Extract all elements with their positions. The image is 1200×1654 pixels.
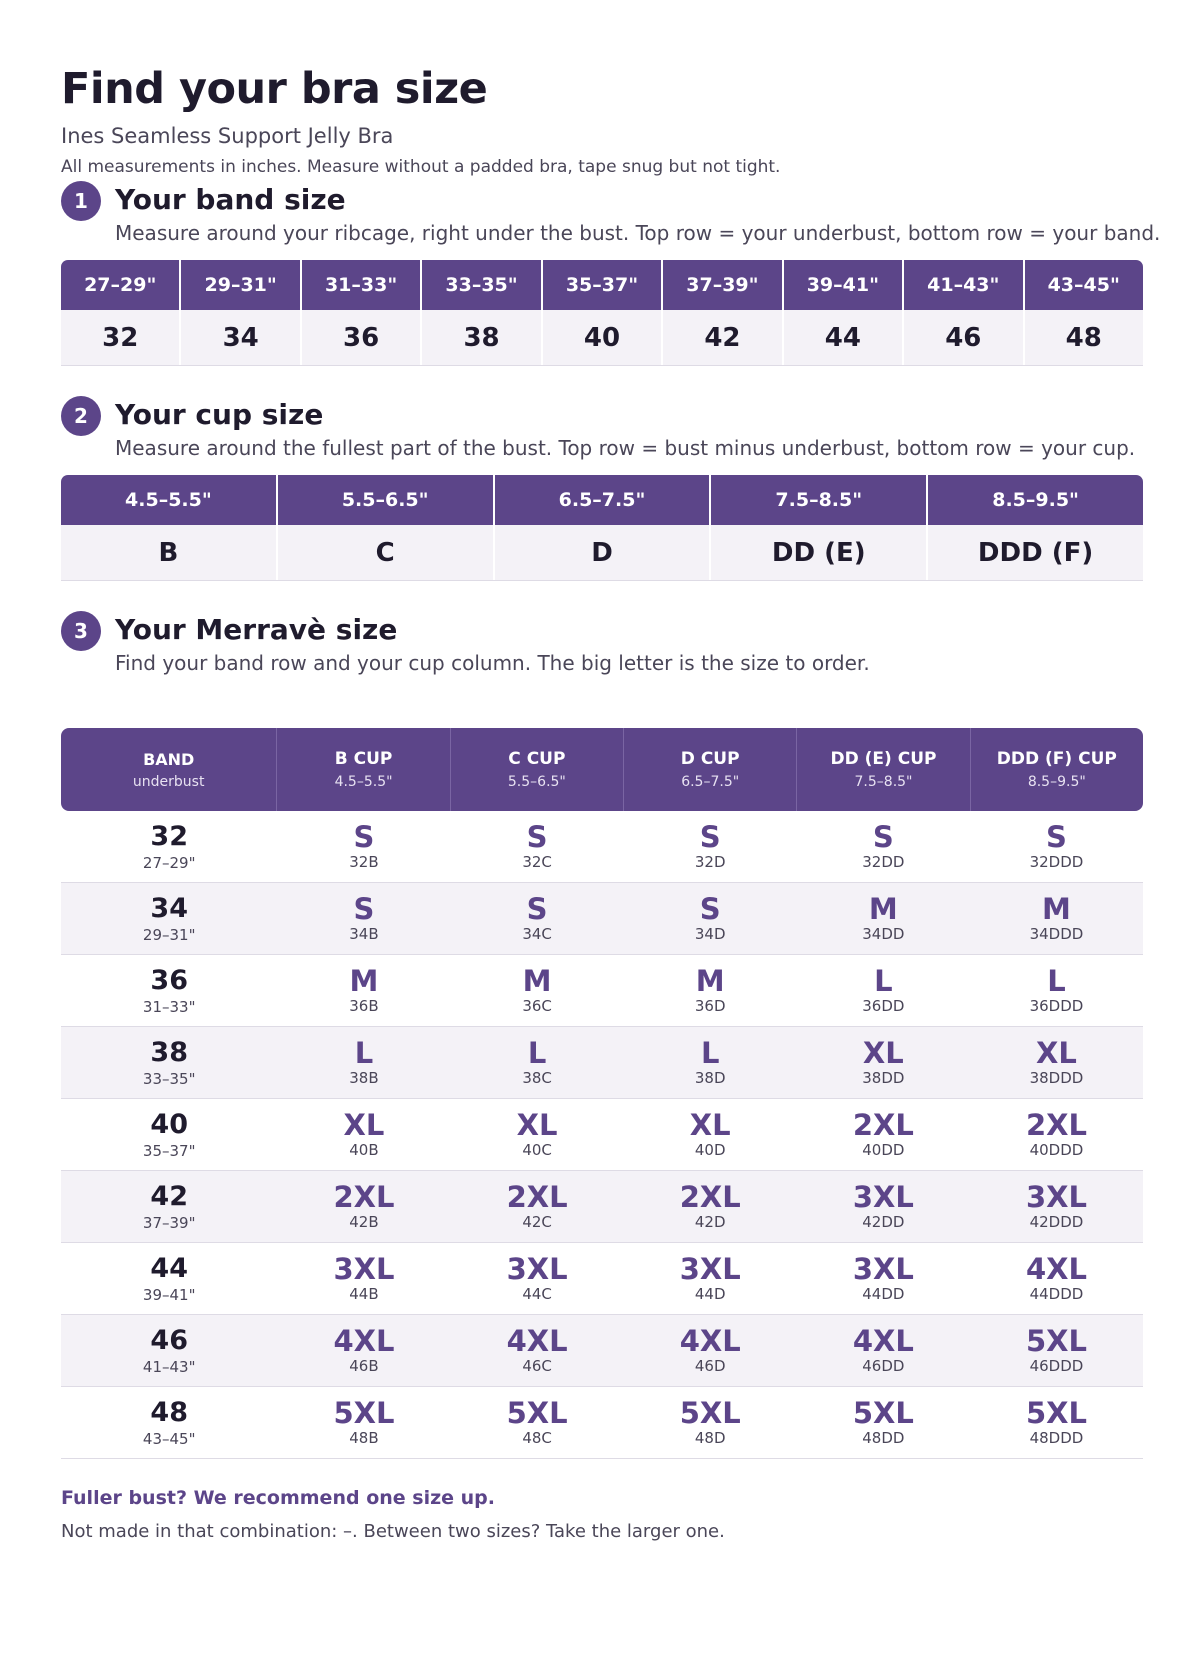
size-letter: XL	[1036, 1035, 1077, 1070]
cup-difference-range: 4.5–5.5"	[61, 475, 278, 525]
size-cell	[277, 1243, 450, 1314]
cup-column-range: 7.5–8.5"	[854, 774, 913, 790]
table-row	[61, 1099, 1143, 1171]
size-cell	[277, 811, 450, 882]
table-row	[61, 1315, 1143, 1387]
band-value: 38	[422, 310, 542, 365]
band-range: 39–41"	[142, 1286, 196, 1304]
size-code: 38B	[349, 1069, 379, 1088]
band-cell	[61, 1099, 277, 1170]
size-letter: 5XL	[333, 1395, 395, 1430]
cup-column-label: C CUP	[508, 749, 566, 769]
size-letter: 4XL	[1025, 1251, 1087, 1286]
size-letter: 4XL	[852, 1323, 914, 1358]
band-cell	[61, 883, 277, 954]
step-2-desc: Measure around the fullest part of the bust. Top row = bust minus underbust, bottom row = your cup.	[115, 436, 1136, 460]
size-letter: M	[1042, 891, 1071, 926]
band-value: 34	[181, 310, 301, 365]
size-cell	[970, 811, 1143, 882]
band-number: 44	[150, 1253, 188, 1284]
underbust-range: 35–37"	[543, 260, 663, 310]
size-cell	[797, 1315, 970, 1386]
size-cell	[970, 955, 1143, 1026]
size-cell	[970, 1243, 1143, 1314]
size-cell	[451, 1099, 624, 1170]
band-value: 44	[784, 310, 904, 365]
size-cell	[624, 1315, 797, 1386]
size-cell	[624, 811, 797, 882]
size-letter: L	[527, 1035, 547, 1070]
size-code: 32DD	[862, 853, 905, 872]
size-cell	[451, 1027, 624, 1098]
step-3-title: Your Merravè size	[115, 613, 398, 646]
band-range: 27–29"	[142, 854, 196, 872]
cup-column-header	[624, 728, 797, 811]
band-range: 35–37"	[142, 1142, 196, 1160]
size-code: 48DDD	[1029, 1429, 1084, 1448]
size-letter: L	[874, 963, 893, 998]
size-code: 34B	[349, 925, 379, 944]
size-letter: M	[349, 963, 379, 998]
step-1-badge: 1	[61, 181, 101, 221]
size-cell	[624, 1243, 797, 1314]
size-cell	[970, 1387, 1143, 1458]
measurement-note: All measurements in inches. Measure without a padded bra, tape snug but not tight.	[61, 157, 781, 177]
cup-column-header	[451, 728, 624, 811]
band-range: 37–39"	[142, 1214, 196, 1232]
cup-column-label: B CUP	[334, 749, 393, 769]
size-letter: 4XL	[506, 1323, 568, 1358]
underbust-range: 43–45"	[1047, 274, 1120, 296]
size-cell	[624, 1171, 797, 1242]
size-code: 34D	[694, 925, 726, 944]
size-letter: S	[699, 819, 721, 854]
size-cell	[451, 1387, 624, 1458]
size-code: 48C	[522, 1429, 552, 1448]
size-cell	[970, 1099, 1143, 1170]
cup-column-range: 4.5–5.5"	[334, 774, 393, 790]
size-code: 36D	[694, 997, 726, 1016]
size-cell	[451, 1171, 624, 1242]
size-letter: 2XL	[1025, 1107, 1087, 1142]
size-code: 42B	[349, 1213, 379, 1232]
cup-value: C	[278, 525, 495, 580]
size-code: 42D	[694, 1213, 726, 1232]
size-grid	[61, 728, 1143, 1459]
size-code: 46DD	[862, 1357, 905, 1376]
size-code: 46C	[522, 1357, 552, 1376]
cup-column-header	[797, 728, 970, 811]
band-size-table	[61, 260, 1143, 366]
cup-value: DD (E)	[711, 525, 928, 580]
size-grid-header	[61, 728, 1143, 811]
band-number: 38	[150, 1037, 188, 1068]
size-cell	[624, 955, 797, 1026]
cup-column-label: DD (E) CUP	[830, 749, 937, 769]
size-code: 38DDD	[1029, 1069, 1084, 1088]
size-code: 38D	[694, 1069, 726, 1088]
size-code: 34DDD	[1029, 925, 1084, 944]
size-letter: 2XL	[679, 1179, 741, 1214]
band-header-sub: underbust	[132, 773, 205, 790]
cup-column-range: 5.5–6.5"	[507, 774, 566, 790]
size-code: 48B	[349, 1429, 379, 1448]
table-row	[61, 1243, 1143, 1315]
size-letter: 3XL	[852, 1251, 914, 1286]
size-letter: 4XL	[333, 1323, 395, 1358]
size-letter: XL	[689, 1107, 731, 1142]
underbust-range: 41–43"	[904, 260, 1024, 310]
size-code: 42DDD	[1029, 1213, 1084, 1232]
size-cell	[970, 1027, 1143, 1098]
step-3-badge: 3	[61, 611, 101, 651]
size-letter: 3XL	[679, 1251, 741, 1286]
band-number: 34	[150, 893, 188, 924]
underbust-range: 33–35"	[422, 260, 542, 310]
cup-column-header	[277, 728, 450, 811]
step-2-badge: 2	[61, 396, 101, 436]
band-cell	[61, 1027, 277, 1098]
underbust-range: 31–33"	[302, 260, 422, 310]
size-letter: M	[695, 963, 725, 998]
band-value: 48	[1065, 322, 1102, 353]
size-code: 44DDD	[1029, 1285, 1084, 1304]
size-letter: S	[526, 819, 548, 854]
size-letter: 3XL	[506, 1251, 568, 1286]
band-range: 43–45"	[142, 1430, 196, 1448]
step-1-desc: Measure around your ribcage, right under the bust. Top row = your underbust, bottom row = your band.	[115, 221, 1161, 245]
size-code: 36DD	[862, 997, 905, 1016]
size-code: 32DDD	[1029, 853, 1084, 872]
band-header-label: BAND	[143, 749, 195, 769]
size-cell	[970, 1315, 1143, 1386]
band-range: 31–33"	[142, 998, 196, 1016]
table-row	[61, 1387, 1143, 1459]
size-code: 48DD	[862, 1429, 905, 1448]
size-code: 38C	[522, 1069, 552, 1088]
band-cell	[61, 811, 277, 882]
size-letter: M	[522, 963, 552, 998]
size-cell	[277, 1099, 450, 1170]
size-cell	[277, 1387, 450, 1458]
size-cell	[797, 883, 970, 954]
step-2-title: Your cup size	[115, 398, 324, 431]
band-number: 32	[150, 821, 188, 852]
size-letter: XL	[862, 1035, 904, 1070]
size-letter: 3XL	[1025, 1179, 1087, 1214]
size-letter: 2XL	[333, 1179, 395, 1214]
size-cell	[797, 955, 970, 1026]
size-cell	[277, 1027, 450, 1098]
size-letter: 2XL	[506, 1179, 568, 1214]
cup-value: D	[495, 525, 712, 580]
band-number: 40	[150, 1109, 188, 1140]
size-code: 42C	[522, 1213, 552, 1232]
size-letter: 5XL	[506, 1395, 568, 1430]
cup-column-label: DDD (F) CUP	[996, 749, 1117, 769]
cup-size-table	[61, 475, 1143, 581]
band-range: 33–35"	[142, 1070, 196, 1088]
size-code: 40DDD	[1029, 1141, 1084, 1160]
size-code: 38DD	[862, 1069, 905, 1088]
size-code: 44B	[349, 1285, 379, 1304]
size-cell	[970, 883, 1143, 954]
size-cell	[277, 883, 450, 954]
cup-value: B	[61, 525, 278, 580]
cup-difference-range: 8.5–9.5"	[992, 489, 1079, 511]
size-code: 34C	[522, 925, 552, 944]
size-letter: 5XL	[1025, 1323, 1087, 1358]
size-letter: 5XL	[679, 1395, 741, 1430]
band-column-header	[61, 728, 277, 811]
size-cell	[624, 1387, 797, 1458]
band-range: 29–31"	[142, 926, 196, 944]
cup-difference-range: 7.5–8.5"	[711, 475, 928, 525]
cup-column-label: D CUP	[680, 749, 740, 769]
size-letter: L	[700, 1035, 720, 1070]
size-cell	[624, 883, 797, 954]
table-row	[61, 1027, 1143, 1099]
band-number: 46	[150, 1325, 188, 1356]
underbust-range: 37–39"	[663, 260, 783, 310]
size-letter: 3XL	[852, 1179, 914, 1214]
underbust-range: 27–29"	[61, 260, 181, 310]
product-subtitle: Ines Seamless Support Jelly Bra	[61, 124, 394, 148]
size-letter: 5XL	[1025, 1395, 1087, 1430]
table-row	[61, 1171, 1143, 1243]
size-letter: S	[872, 819, 894, 854]
size-code: 40B	[349, 1141, 379, 1160]
cup-column-range: 8.5–9.5"	[1027, 774, 1086, 790]
band-range: 41–43"	[142, 1358, 196, 1376]
size-code: 36B	[349, 997, 379, 1016]
size-cell	[451, 1243, 624, 1314]
size-code: 32B	[349, 853, 379, 872]
size-cell	[797, 1243, 970, 1314]
size-cell	[624, 1099, 797, 1170]
size-code: 36C	[522, 997, 552, 1016]
size-letter: L	[354, 1035, 374, 1070]
size-cell	[797, 1027, 970, 1098]
size-cell	[797, 811, 970, 882]
band-value: 32	[61, 310, 181, 365]
size-code: 40D	[694, 1141, 726, 1160]
size-letter: M	[868, 891, 898, 926]
cup-value: DDD (F)	[977, 537, 1094, 568]
size-cell	[277, 1315, 450, 1386]
size-letter: 3XL	[333, 1251, 395, 1286]
band-cell	[61, 1171, 277, 1242]
size-code: 44D	[694, 1285, 726, 1304]
size-letter: S	[699, 891, 721, 926]
size-letter: XL	[343, 1107, 385, 1142]
size-cell	[797, 1387, 970, 1458]
size-letter: 4XL	[679, 1323, 741, 1358]
size-code: 46DDD	[1029, 1357, 1084, 1376]
size-code: 46B	[349, 1357, 379, 1376]
size-code: 44DD	[862, 1285, 905, 1304]
size-code: 42DD	[862, 1213, 905, 1232]
band-number: 48	[150, 1397, 188, 1428]
size-code: 32C	[522, 853, 552, 872]
cup-column-header	[971, 728, 1143, 811]
size-cell	[277, 1171, 450, 1242]
cup-column-range: 6.5–7.5"	[681, 774, 740, 790]
size-letter: 2XL	[852, 1107, 914, 1142]
size-code: 36DDD	[1029, 997, 1084, 1016]
size-code: 46D	[694, 1357, 726, 1376]
band-value: 46	[904, 310, 1024, 365]
band-cell	[61, 1243, 277, 1314]
size-cell	[797, 1171, 970, 1242]
size-code: 40DD	[862, 1141, 905, 1160]
size-code: 44C	[522, 1285, 552, 1304]
table-row	[61, 883, 1143, 955]
fuller-bust-tip: Fuller bust? We recommend one size up.	[61, 1487, 495, 1509]
size-cell	[451, 811, 624, 882]
cup-difference-range: 6.5–7.5"	[495, 475, 712, 525]
size-cell	[451, 1315, 624, 1386]
band-number: 36	[150, 965, 188, 996]
band-cell	[61, 1387, 277, 1458]
cup-difference-range: 5.5–6.5"	[278, 475, 495, 525]
size-cell	[624, 1027, 797, 1098]
size-cell	[277, 955, 450, 1026]
footer-note: Not made in that combination: –. Between two sizes? Take the larger one.	[61, 1521, 725, 1542]
size-letter: S	[1046, 819, 1067, 854]
size-code: 32D	[694, 853, 726, 872]
band-value: 36	[302, 310, 422, 365]
step-3-desc: Find your band row and your cup column. The big letter is the size to order.	[115, 651, 870, 675]
band-value: 40	[543, 310, 663, 365]
band-cell	[61, 955, 277, 1026]
size-code: 40C	[522, 1141, 552, 1160]
size-cell	[797, 1099, 970, 1170]
size-code: 34DD	[862, 925, 905, 944]
size-letter: 5XL	[852, 1395, 914, 1430]
size-letter: S	[353, 819, 375, 854]
table-row	[61, 955, 1143, 1027]
underbust-range: 29–31"	[181, 260, 301, 310]
band-number: 42	[150, 1181, 188, 1212]
size-cell	[970, 1171, 1143, 1242]
size-letter: L	[1047, 963, 1066, 998]
underbust-range: 39–41"	[784, 260, 904, 310]
size-letter: S	[353, 891, 375, 926]
band-value: 42	[663, 310, 783, 365]
size-letter: S	[526, 891, 548, 926]
size-cell	[451, 883, 624, 954]
band-cell	[61, 1315, 277, 1386]
step-1-title: Your band size	[115, 183, 346, 216]
size-code: 48D	[694, 1429, 726, 1448]
size-cell	[451, 955, 624, 1026]
page-title: Find your bra size	[61, 64, 488, 114]
table-row	[61, 811, 1143, 883]
size-letter: XL	[516, 1107, 558, 1142]
